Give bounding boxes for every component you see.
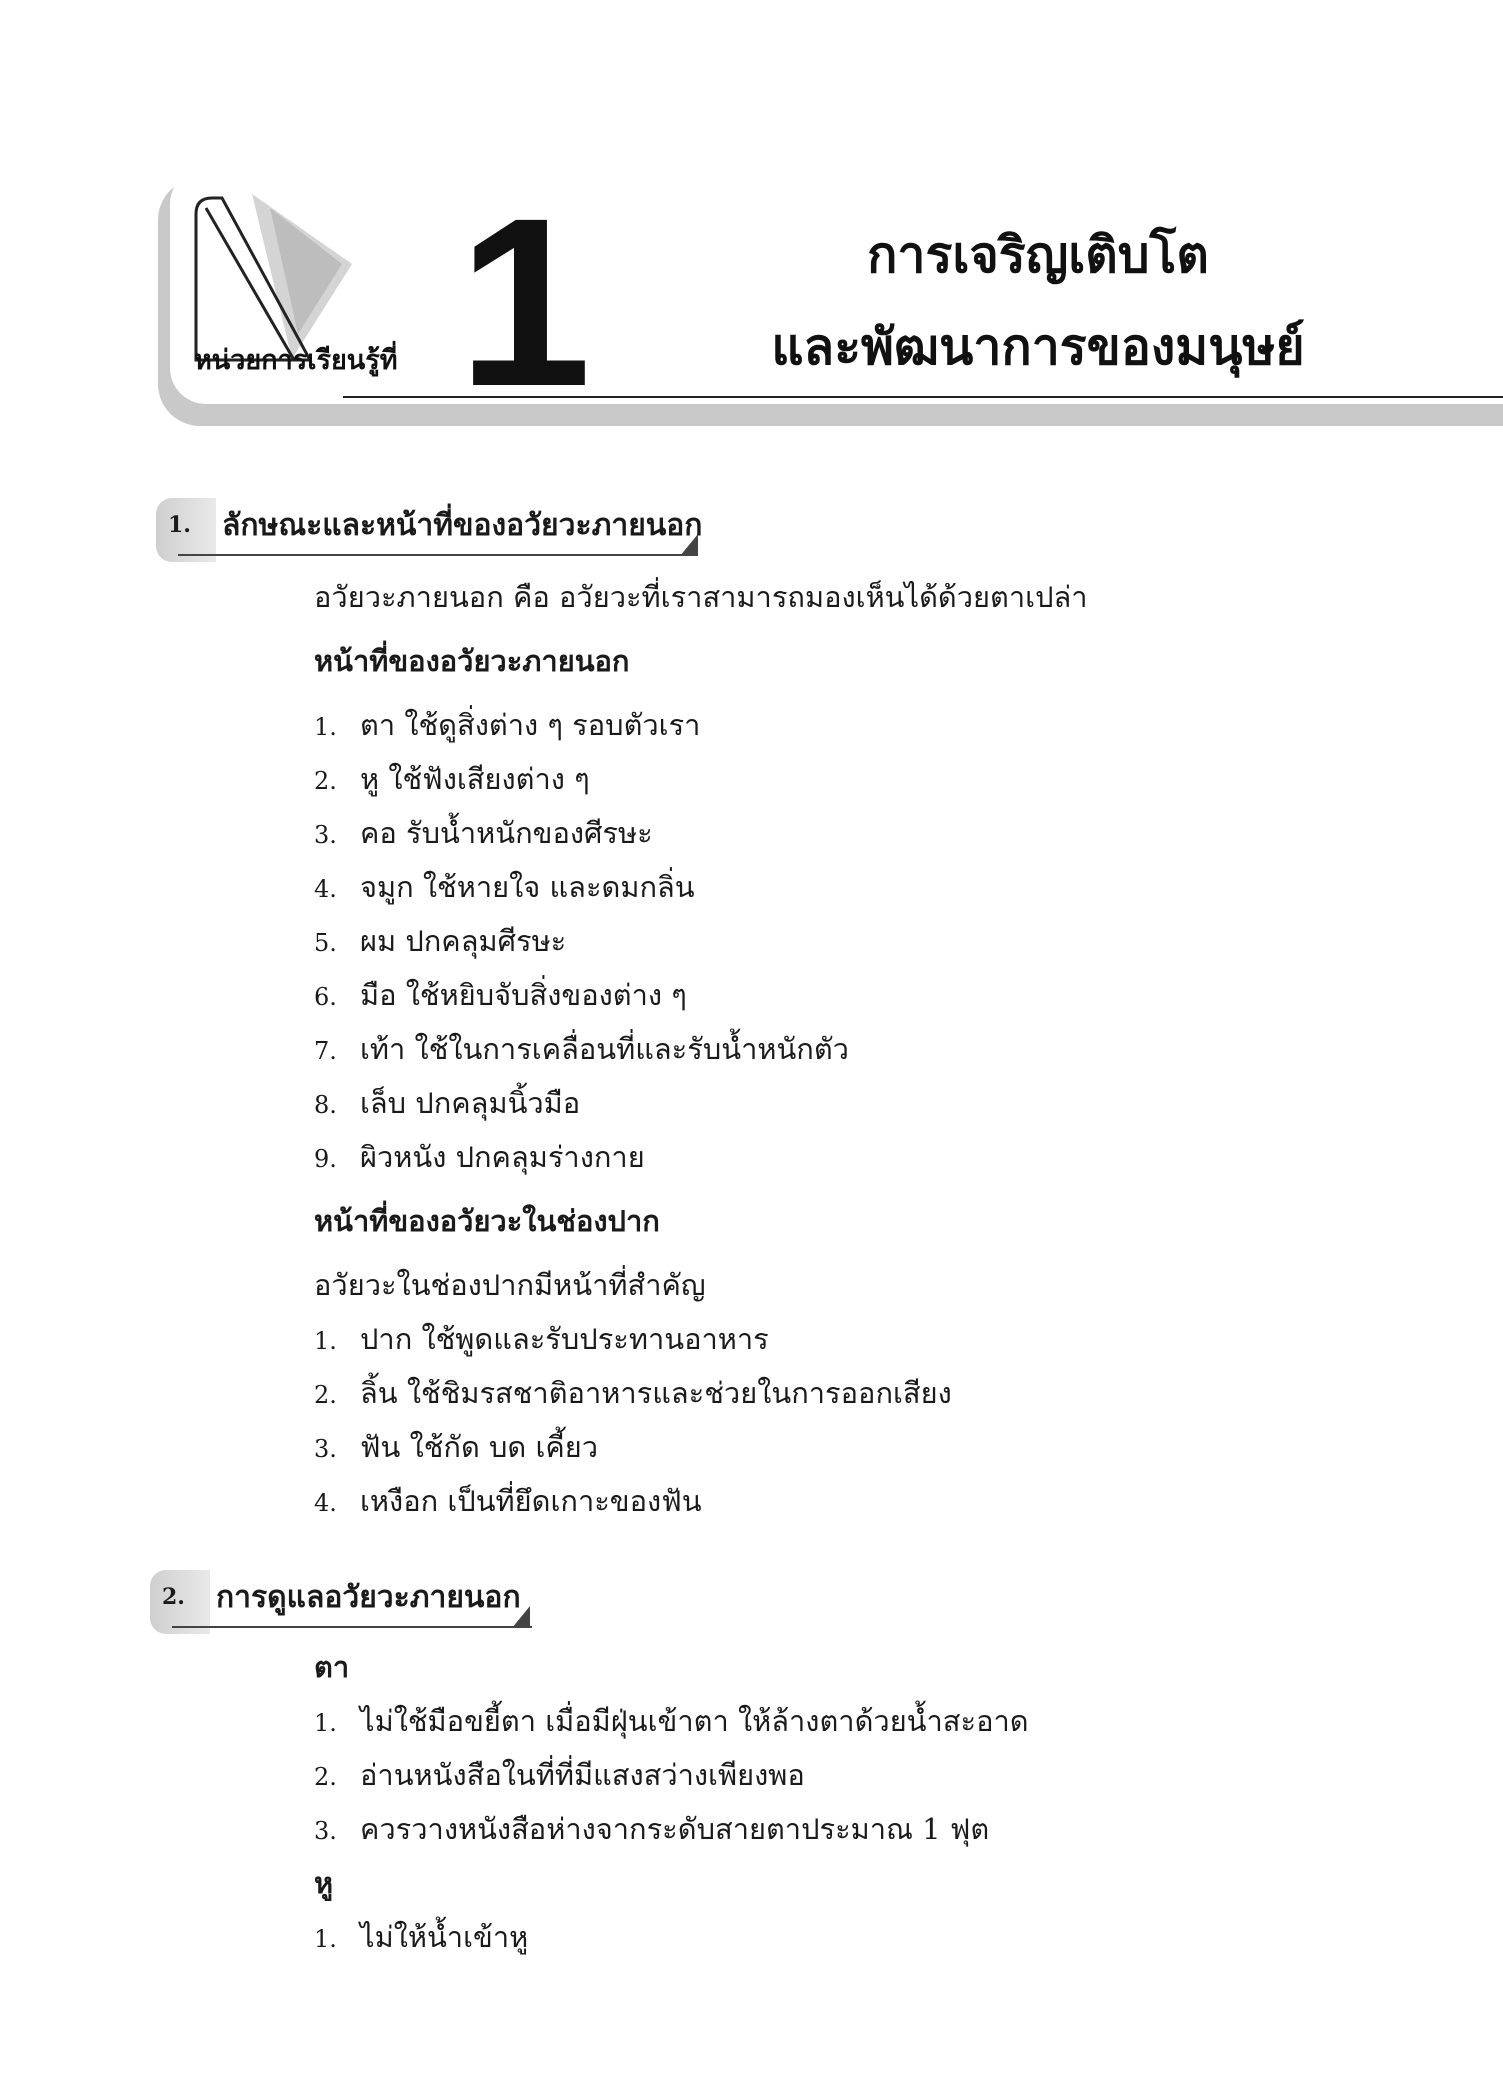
- mouth-organs-heading: หน้าที่ของอวัยวะในช่องปาก: [314, 1204, 660, 1238]
- list-item: 4. เหงือก เป็นที่ยึดเกาะของฟัน: [314, 1484, 702, 1518]
- section-number: 1.: [168, 512, 191, 538]
- ear-care-list: [314, 1910, 1394, 1964]
- chapter-title-line2: และพัฒนาการของมนุษย์: [771, 318, 1305, 376]
- unit-number: 1: [458, 168, 592, 436]
- eye-care-heading: ตา: [314, 1650, 350, 1684]
- list-item: 1. ตา ใช้ดูสิ่งต่าง ๆ รอบตัวเรา: [314, 708, 701, 742]
- ear-care-heading: หู: [314, 1866, 334, 1900]
- list-item: 9. ผิวหนัง ปกคลุมร่างกาย: [314, 1140, 645, 1174]
- list-item: 3. ฟัน ใช้กัด บด เคี้ยว: [314, 1430, 599, 1464]
- list-item: 2. อ่านหนังสือในที่ที่มีแสงสว่างเพียงพอ: [314, 1758, 805, 1792]
- section-1-heading: [156, 498, 718, 562]
- list-item: 2. หู ใช้ฟังเสียงต่าง ๆ: [314, 762, 590, 796]
- section-underline: [178, 554, 698, 556]
- list-item: 1. ไม่ใช้มือขยี้ตา เมื่อมีฝุ่นเข้าตา ให้ล้างตาด้วยน้ำสะอาด: [314, 1704, 1029, 1738]
- book-page-graphic: [182, 184, 412, 364]
- unit-label: หน่วยการเรียนรู้ที่: [194, 345, 398, 376]
- section-2-body: [314, 1640, 1394, 1964]
- list-item: 1. ไม่ให้น้ำเข้าหู: [314, 1920, 529, 1954]
- list-item: 4. จมูก ใช้หายใจ และดมกลิ่น: [314, 870, 695, 904]
- list-item: 5. ผม ปกคลุมศีรษะ: [314, 924, 567, 958]
- list-item: 2. ลิ้น ใช้ชิมรสชาติอาหารและช่วยในการออกเสียง: [314, 1376, 952, 1410]
- section-underline: [172, 1626, 532, 1628]
- list-item: 3. คอ รับน้ำหนักของศีรษะ: [314, 816, 653, 850]
- list-item: 6. มือ ใช้หยิบจับสิ่งของต่าง ๆ: [314, 978, 687, 1012]
- section-title: ลักษณะและหน้าที่ของอวัยวะภายนอก: [222, 508, 703, 543]
- mouth-organs-intro: อวัยวะในช่องปากมีหน้าที่สำคัญ: [314, 1268, 706, 1302]
- external-organs-list: [314, 698, 1394, 1184]
- chapter-title-line1: การเจริญเติบโต: [867, 226, 1209, 284]
- list-item: 8. เล็บ ปกคลุมนิ้วมือ: [314, 1086, 581, 1120]
- definition-text: อวัยวะภายนอก คือ อวัยวะที่เราสามารถมองเห็นได้ด้วยตาเปล่า: [314, 580, 1088, 614]
- section-title: การดูแลอวัยวะภายนอก: [216, 1580, 521, 1615]
- list-item: 1. ปาก ใช้พูดและรับประทานอาหาร: [314, 1322, 769, 1356]
- section-number: 2.: [162, 1584, 185, 1610]
- list-item: 3. ควรวางหนังสือห่างจากระดับสายตาประมาณ 1 ฟุต: [314, 1812, 990, 1846]
- section-2-heading: [150, 1570, 550, 1634]
- external-organs-heading: หน้าที่ของอวัยวะภายนอก: [314, 644, 630, 678]
- list-item: 7. เท้า ใช้ในการเคลื่อนที่และรับน้ำหนักตัว: [314, 1032, 849, 1066]
- eye-care-list: [314, 1694, 1394, 1856]
- mouth-organs-list: [314, 1312, 1394, 1528]
- section-1-body: [314, 570, 1394, 1528]
- chapter-header: [158, 168, 1503, 436]
